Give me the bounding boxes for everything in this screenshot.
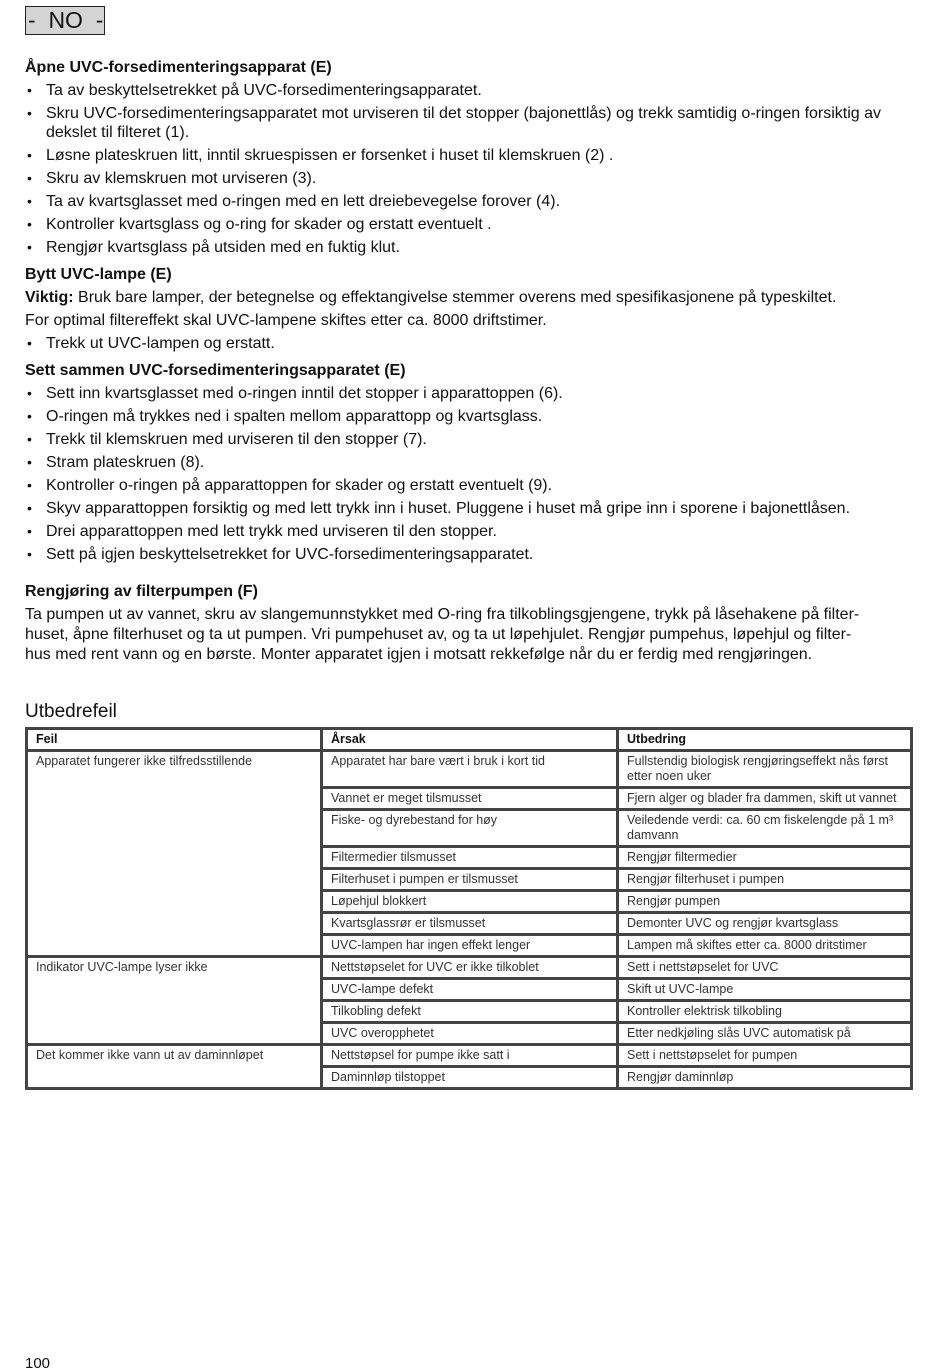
section-replace-lamp: [25, 265, 915, 353]
list-item: • Ta av beskyttelsetrekket på UVC-forsedimenteringsapparatet.: [25, 81, 915, 100]
cause-cell: Fiske- og dyrebestand for høy: [323, 811, 616, 845]
list-item: • Løsne plateskruen litt, inntil skruespissen er forsenket i huset til klemskruen (2) .: [25, 146, 915, 165]
remedy-cell: Rengjør pumpen: [619, 892, 910, 911]
cause-cell: Daminnløp tilstoppet: [323, 1068, 616, 1087]
section-heading: Bytt UVC-lampe (E): [25, 266, 172, 283]
remedy-cell: Veiledende verdi: ca. 60 cm fiskelengde på 1 m³ damvann: [619, 811, 910, 845]
section-open-uvc: [25, 58, 915, 257]
list-item: • Trekk til klemskruen med urviseren til den stopper (7).: [25, 430, 915, 449]
table-row: [28, 1046, 910, 1065]
list-item: • O-ringen må trykkes ned i spalten mellom apparattopp og kvartsglass.: [25, 407, 915, 426]
bullet-list: [25, 384, 915, 564]
paragraph-line: Ta pumpen ut av vannet, skru av slangemunnstykket med O-ring fra tilkoblingsgjengene, trykk på låsehakene på filter-: [25, 606, 860, 623]
remedy-cell: Lampen må skiftes etter ca. 8000 dritstimer: [619, 936, 910, 955]
bullet-list: [25, 81, 915, 257]
table-row: [28, 752, 910, 786]
cause-cell: UVC-lampe defekt: [323, 980, 616, 999]
list-item: • Drei apparattoppen med lett trykk med urviseren til den stopper.: [25, 522, 915, 541]
paragraph: For optimal filtereffekt skal UVC-lampene skiftes etter ca. 8000 driftstimer.: [25, 312, 547, 329]
cause-cell: Nettstøpsel for pumpe ikke satt i: [323, 1046, 616, 1065]
section-clean-pump: [25, 582, 915, 665]
cause-cell: Tilkobling defekt: [323, 1002, 616, 1021]
cause-cell: Filterhuset i pumpen er tilsmusset: [323, 870, 616, 889]
remedy-cell: Rengjør filtermedier: [619, 848, 910, 867]
remedy-cell: Rengjør daminnløp: [619, 1068, 910, 1087]
list-item: • Skru av klemskruen mot urviseren (3).: [25, 169, 915, 188]
remedy-cell: Sett i nettstøpselet for pumpen: [619, 1046, 910, 1065]
table-body: [28, 752, 910, 1087]
important-note: [25, 288, 915, 308]
remedy-cell: Demonter UVC og rengjør kvartsglass: [619, 914, 910, 933]
list-item: • Sett på igjen beskyttelsetrekket for UVC-forsedimenteringsapparatet.: [25, 545, 915, 564]
cause-cell: Filtermedier tilsmusset: [323, 848, 616, 867]
cause-cell: UVC-lampen har ingen effekt lenger: [323, 936, 616, 955]
table-header-row: [28, 730, 910, 749]
cause-cell: Nettstøpselet for UVC er ikke tilkoblet: [323, 958, 616, 977]
troubleshooting-title: Utbedrefeil: [25, 701, 117, 722]
remedy-cell: Sett i nettstøpselet for UVC: [619, 958, 910, 977]
fault-cell: Indikator UVC-lampe lyser ikke: [28, 958, 320, 1043]
list-item: • Ta av kvartsglasset med o-ringen med en lett dreiebevegelse forover (4).: [25, 192, 915, 211]
remedy-cell: Rengjør filterhuset i pumpen: [619, 870, 910, 889]
note-text: Bruk bare lamper, der betegnelse og effektangivelse stemmer overens med spesifikasjonene på typeskiltet.: [73, 289, 837, 306]
list-item: • Trekk ut UVC-lampen og erstatt.: [25, 334, 915, 353]
section-assemble-uvc: [25, 361, 915, 564]
page-number: 100: [25, 1355, 51, 1372]
remedy-cell: Fjern alger og blader fra dammen, skift ut vannet: [619, 789, 910, 808]
list-item: • Sett inn kvartsglasset med o-ringen inntil det stopper i apparattoppen (6).: [25, 384, 915, 403]
fault-cell: Apparatet fungerer ikke tilfredsstillende: [28, 752, 320, 955]
list-item: • Skru UVC-forsedimenteringsapparatet mot urviseren til det stopper (bajonettlås) og trekk samtidig o-ringen forsiktig av dekslet til filteret (1).: [25, 104, 915, 142]
cause-cell: UVC overopphetet: [323, 1024, 616, 1043]
list-item: • Kontroller o-ringen på apparattoppen for skader og erstatt eventuelt (9).: [25, 476, 915, 495]
column-header-cause: Årsak: [323, 730, 616, 749]
language-tag: - NO -: [25, 6, 105, 35]
bullet-list: [25, 334, 915, 353]
section-heading: Rengjøring av filterpumpen (F): [25, 583, 258, 600]
fault-cell: Det kommer ikke vann ut av daminnløpet: [28, 1046, 320, 1087]
column-header-fault: Feil: [28, 730, 320, 749]
page-content: [25, 58, 915, 671]
section-heading: Sett sammen UVC-forsedimenteringsapparatet (E): [25, 362, 406, 379]
troubleshooting-table: [25, 727, 913, 1090]
remedy-cell: Kontroller elektrisk tilkobling: [619, 1002, 910, 1021]
list-item: • Stram plateskruen (8).: [25, 453, 915, 472]
table-row: [28, 958, 910, 977]
list-item: • Skyv apparattoppen forsiktig og med lett trykk inn i huset. Pluggene i huset må gripe inn i sporene i bajonettlåsen.: [25, 499, 915, 518]
section-heading: Åpne UVC-forsedimenteringsapparat (E): [25, 59, 332, 76]
cause-cell: Apparatet har bare vært i bruk i kort tid: [323, 752, 616, 786]
list-item: • Rengjør kvartsglass på utsiden med en fuktig klut.: [25, 238, 915, 257]
paragraph-line: hus med rent vann og en børste. Monter apparatet igjen i motsatt rekkefølge når du er ferdig med rengjøringen.: [25, 646, 813, 663]
remedy-cell: Skift ut UVC-lampe: [619, 980, 910, 999]
remedy-cell: Etter nedkjøling slås UVC automatisk på: [619, 1024, 910, 1043]
note-label: Viktig:: [25, 289, 74, 306]
remedy-cell: Fullstendig biologisk rengjøringseffekt nås først etter noen uker: [619, 752, 910, 786]
cause-cell: Løpehjul blokkert: [323, 892, 616, 911]
cause-cell: Vannet er meget tilsmusset: [323, 789, 616, 808]
column-header-remedy: Utbedring: [619, 730, 910, 749]
list-item: • Kontroller kvartsglass og o-ring for skader og erstatt eventuelt .: [25, 215, 915, 234]
cause-cell: Kvartsglassrør er tilsmusset: [323, 914, 616, 933]
paragraph-line: huset, åpne filterhuset og ta ut pumpen. Vri pumpehuset av, og ta ut løpehjulet. Rengjør pumpehus, løpehjul og filter-: [25, 626, 852, 643]
